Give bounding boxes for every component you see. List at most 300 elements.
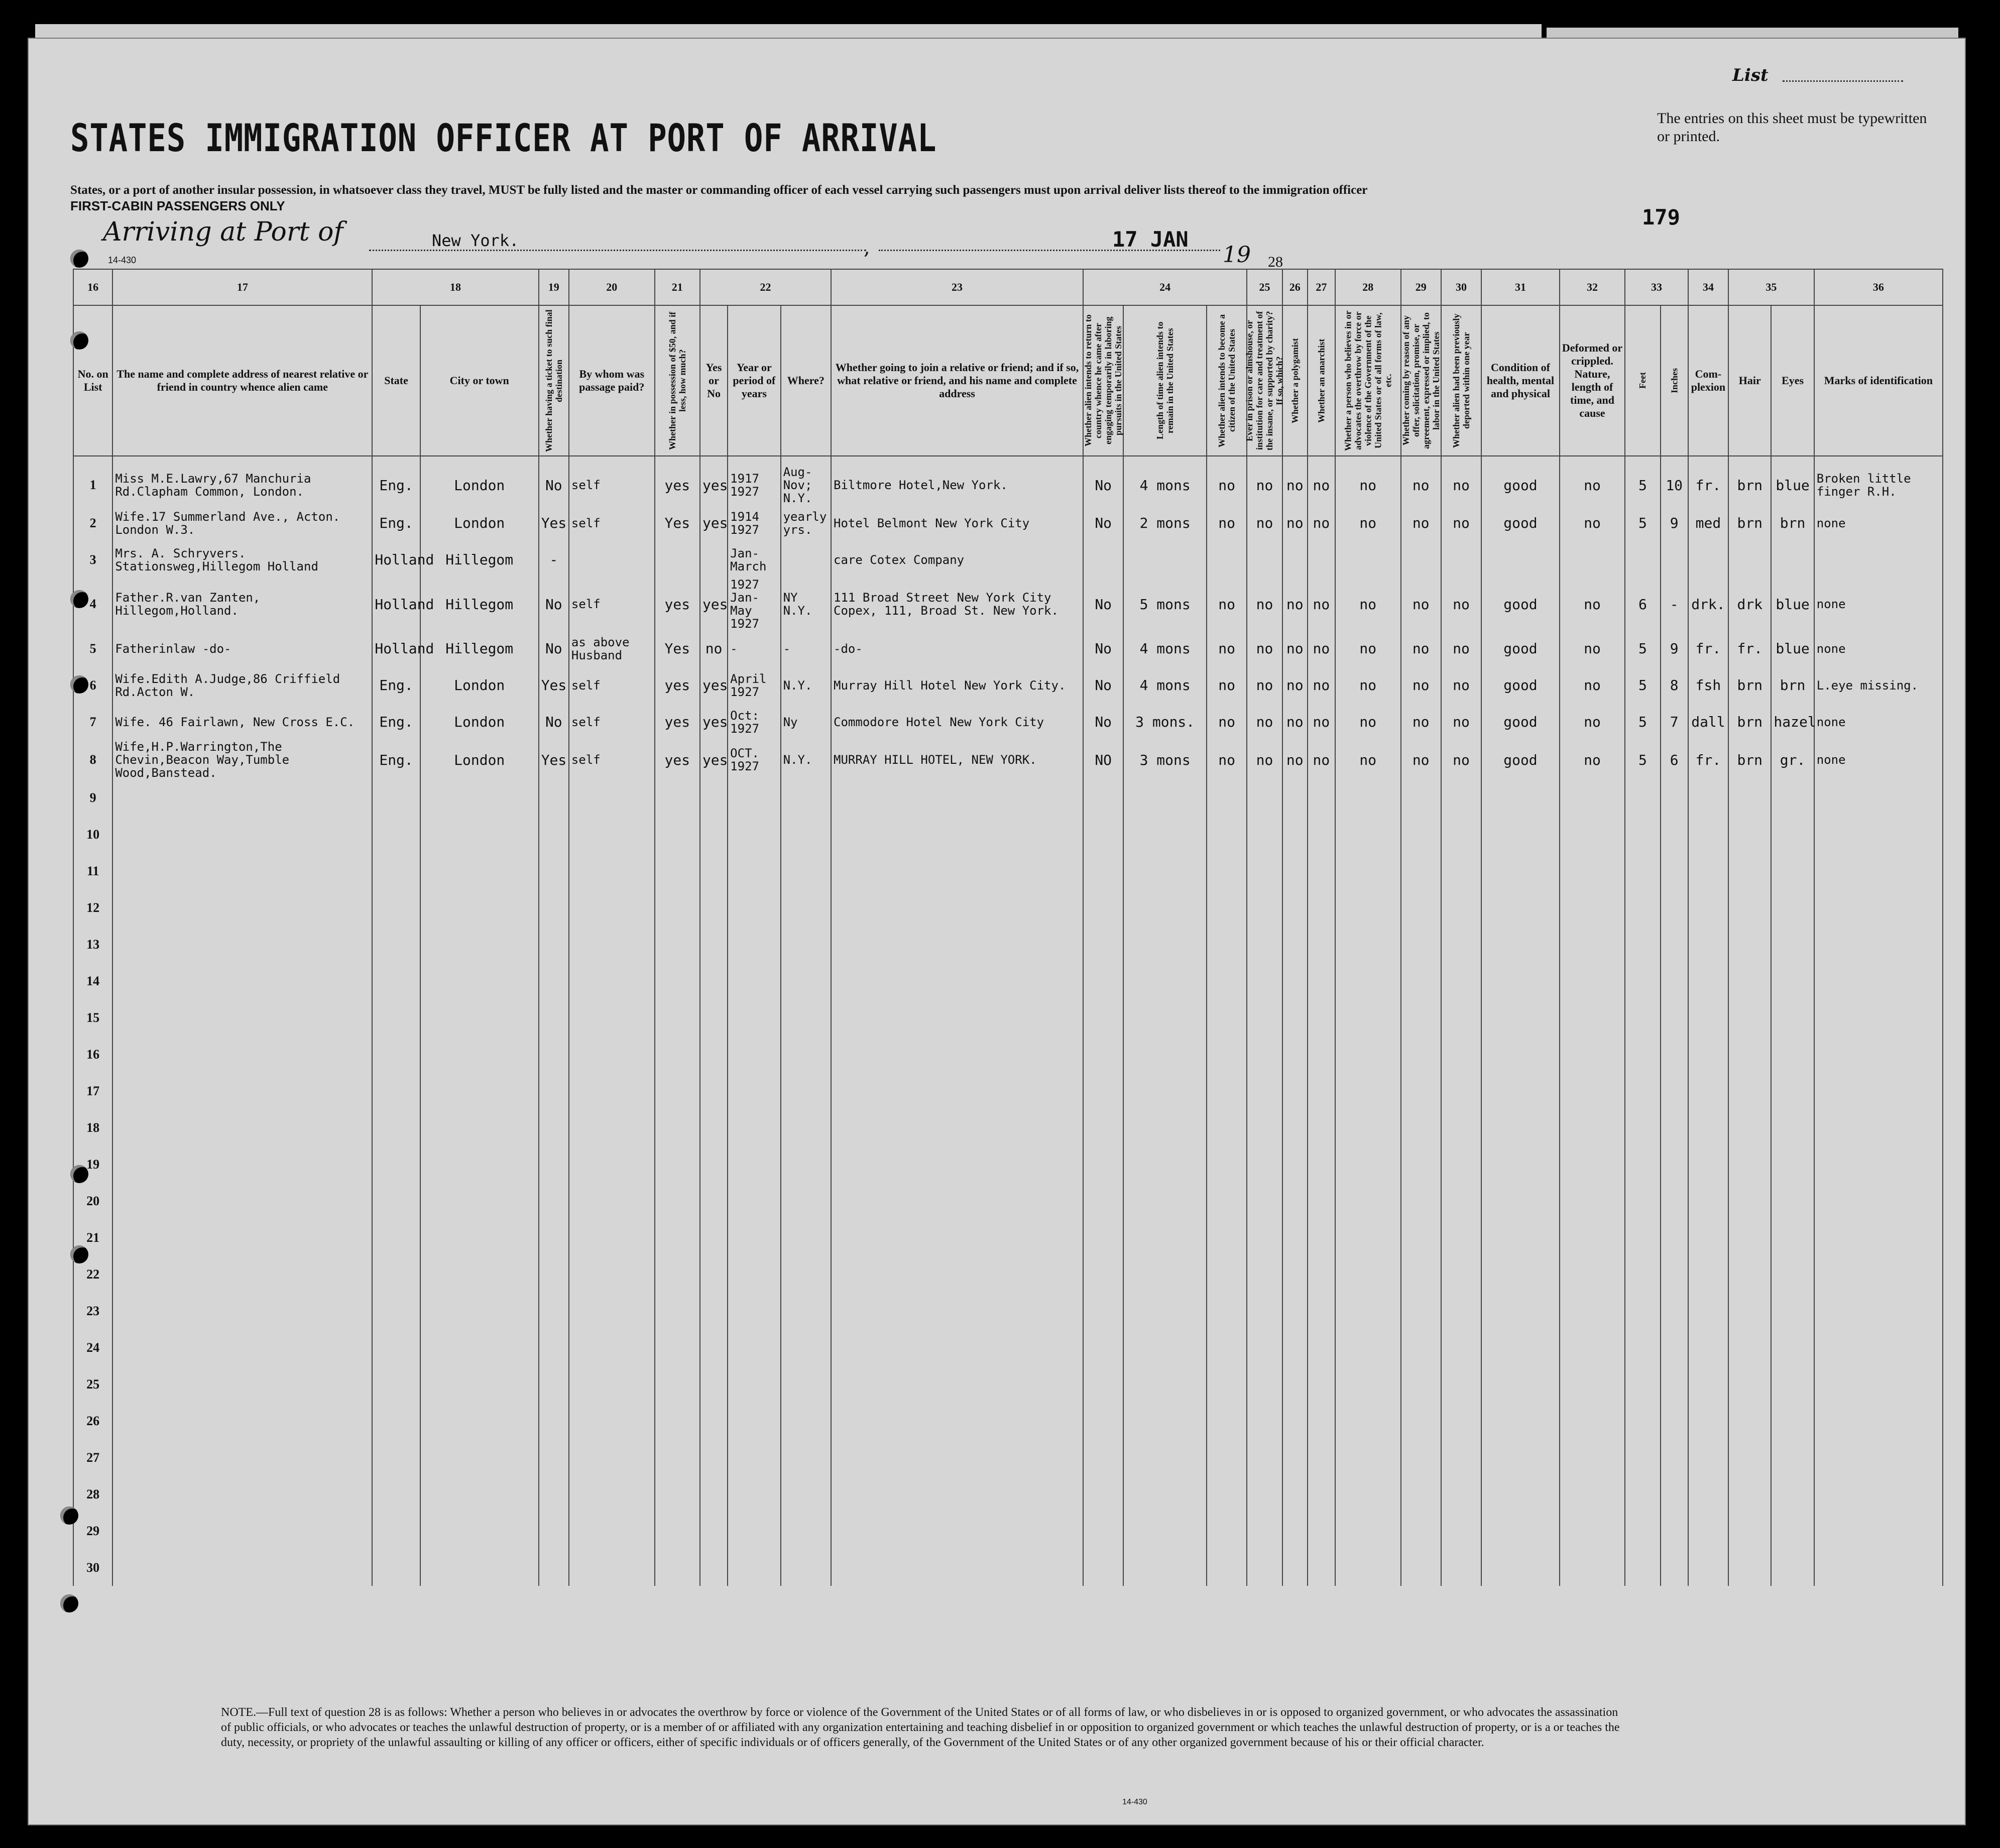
punch-hole <box>70 250 88 268</box>
empty-cell <box>831 1183 1083 1219</box>
empty-cell <box>700 1513 728 1549</box>
empty-cell <box>420 1293 539 1329</box>
empty-cell <box>1335 1183 1401 1219</box>
empty-cell <box>1625 816 1660 853</box>
empty-cell <box>420 1183 539 1219</box>
empty-cell <box>420 1073 539 1109</box>
table-row <box>73 1036 1943 1073</box>
empty-cell <box>1661 1329 1688 1366</box>
empty-cell <box>700 1329 728 1366</box>
empty-cell <box>655 1256 700 1293</box>
header-where: Where? <box>781 305 831 456</box>
empty-cell <box>1247 1109 1282 1146</box>
cell-complexion: fsh <box>1688 667 1728 704</box>
cell-join: Hotel Belmont New York City <box>831 505 1083 541</box>
empty-cell <box>1247 889 1282 926</box>
cell-eyes: blue <box>1771 630 1814 667</box>
cell-deported: no <box>1441 630 1481 667</box>
empty-cell <box>1625 1549 1660 1586</box>
empty-cell <box>1728 1109 1771 1146</box>
empty-cell <box>569 1183 655 1219</box>
empty-cell <box>539 1366 569 1403</box>
empty-cell <box>1661 1073 1688 1109</box>
empty-cell <box>1661 1366 1688 1403</box>
cell-marks: L.eye missing. <box>1814 667 1943 704</box>
empty-cell <box>1207 1403 1247 1439</box>
empty-cell <box>112 853 372 889</box>
empty-cell <box>1481 1476 1560 1513</box>
empty-cell <box>655 853 700 889</box>
col-num: 33 <box>1625 269 1688 305</box>
empty-cell <box>1441 1366 1481 1403</box>
table-row <box>73 667 1943 704</box>
empty-cell <box>1308 1513 1335 1549</box>
table-row <box>73 1073 1943 1109</box>
header-hair: Hair <box>1728 305 1771 456</box>
empty-cell <box>420 1439 539 1476</box>
cell-overthrow: no <box>1335 466 1401 505</box>
table-row <box>73 466 1943 505</box>
table-row <box>73 999 1943 1036</box>
empty-cell <box>1308 1293 1335 1329</box>
intro-text: States, or a port of another insular possession, in whatsoever class they travel, MUST be fully listed and the master or commanding officer of each vessel carrying such passengers must upon arrival deliver lists thereof to the immigration officer <box>70 183 1368 197</box>
empty-cell <box>1661 1549 1688 1586</box>
empty-cell <box>831 1329 1083 1366</box>
empty-cell <box>1282 963 1308 999</box>
empty-cell <box>1771 1219 1814 1256</box>
cell-paid: self <box>569 505 655 541</box>
empty-cell <box>1282 1109 1308 1146</box>
empty-cell <box>1728 1183 1771 1219</box>
cell-paid: self <box>569 704 655 740</box>
cell-contract: no <box>1401 667 1441 704</box>
empty-cell <box>372 889 420 926</box>
empty-cell <box>1401 963 1441 999</box>
cell-ticket: No <box>539 704 569 740</box>
empty-cell <box>1308 816 1335 853</box>
cell-state: Eng. <box>372 704 420 740</box>
empty-cell <box>1661 853 1688 889</box>
empty-cell <box>1083 889 1123 926</box>
empty-cell <box>1247 853 1282 889</box>
empty-cell <box>1335 1109 1401 1146</box>
empty-cell <box>655 1476 700 1513</box>
cell-overthrow: no <box>1335 505 1401 541</box>
empty-cell <box>1661 1109 1688 1146</box>
year-prefix: 19 <box>1223 242 1251 268</box>
header-join-relative: Whether going to join a relative or friend; and if so, what relative or friend, and his name and complete address <box>831 305 1083 456</box>
empty-cell <box>655 1293 700 1329</box>
empty-cell <box>1401 1183 1441 1219</box>
empty-cell <box>1441 816 1481 853</box>
empty-cell <box>655 1549 700 1586</box>
empty-cell <box>1688 926 1728 963</box>
empty-cell <box>539 1439 569 1476</box>
empty-cell <box>1123 1513 1207 1549</box>
cell-hair: brn <box>1728 466 1771 505</box>
empty-cell <box>1560 1513 1625 1549</box>
empty-cell <box>1688 1073 1728 1109</box>
row-number: 26 <box>73 1403 112 1439</box>
empty-cell <box>655 816 700 853</box>
row-number: 18 <box>73 1109 112 1146</box>
cell-where: NY N.Y. <box>781 578 831 630</box>
empty-cell <box>655 1036 700 1073</box>
empty-cell <box>1308 1219 1335 1256</box>
empty-cell <box>1814 1549 1943 1586</box>
row-number: 27 <box>73 1439 112 1476</box>
empty-cell <box>1308 963 1335 999</box>
cell-marks: none <box>1814 578 1943 630</box>
empty-cell <box>112 1256 372 1293</box>
empty-cell <box>700 1476 728 1513</box>
empty-cell <box>1560 1439 1625 1476</box>
empty-cell <box>1401 999 1441 1036</box>
year-suffix: 28 <box>1268 254 1283 270</box>
cell-health: good <box>1481 667 1560 704</box>
cell-years: - <box>728 630 780 667</box>
empty-cell <box>1481 1549 1560 1586</box>
cell-paid: self <box>569 740 655 779</box>
empty-cell <box>1282 1513 1308 1549</box>
empty-cell <box>1688 816 1728 853</box>
empty-cell <box>420 1549 539 1586</box>
cell-marks: none <box>1814 630 1943 667</box>
empty-cell <box>1282 999 1308 1036</box>
empty-cell <box>1207 1073 1247 1109</box>
cell-deported: no <box>1441 740 1481 779</box>
col-num: 29 <box>1401 269 1441 305</box>
empty-cell <box>569 926 655 963</box>
cell-ticket: No <box>539 466 569 505</box>
empty-cell <box>1441 1109 1481 1146</box>
col-num: 34 <box>1688 269 1728 305</box>
cell-state: Eng. <box>372 505 420 541</box>
cell-complexion <box>1688 541 1728 578</box>
empty-cell <box>1771 1183 1814 1219</box>
header-contract: Whether coming by reason of any offer, solicitation, promise, or agreement, expressed or implied, to labor in the United States <box>1401 305 1441 456</box>
cell-overthrow: no <box>1335 667 1401 704</box>
table-row <box>73 1439 1943 1476</box>
empty-cell <box>655 1366 700 1403</box>
empty-cell <box>728 1513 780 1549</box>
cell-deformed: no <box>1560 667 1625 704</box>
empty-cell <box>1560 779 1625 816</box>
empty-cell <box>372 926 420 963</box>
empty-cell <box>1083 999 1123 1036</box>
empty-cell <box>372 1183 420 1219</box>
header-no-on-list: No. on List <box>73 305 112 456</box>
cell-deformed: no <box>1560 578 1625 630</box>
empty-cell <box>1771 1036 1814 1073</box>
empty-cell <box>1814 1403 1943 1439</box>
empty-cell <box>420 1256 539 1293</box>
empty-cell <box>1282 1036 1308 1073</box>
empty-cell <box>539 926 569 963</box>
empty-cell <box>655 1403 700 1439</box>
cell-no: 1 <box>73 466 112 505</box>
table-row <box>73 578 1943 630</box>
empty-cell <box>1247 1293 1282 1329</box>
cell-return: No <box>1083 704 1123 740</box>
empty-cell <box>700 816 728 853</box>
empty-cell <box>728 1549 780 1586</box>
empty-cell <box>539 1329 569 1366</box>
empty-cell <box>700 1183 728 1219</box>
empty-cell <box>781 779 831 816</box>
empty-cell <box>1207 963 1247 999</box>
empty-cell <box>1481 816 1560 853</box>
empty-cell <box>1688 853 1728 889</box>
row-number: 16 <box>73 1036 112 1073</box>
empty-cell <box>831 1439 1083 1476</box>
empty-cell <box>781 963 831 999</box>
empty-cell <box>1207 1329 1247 1366</box>
empty-cell <box>1441 1073 1481 1109</box>
empty-cell <box>1282 853 1308 889</box>
cell-length: 4 mons <box>1123 466 1207 505</box>
page-title: STATES IMMIGRATION OFFICER AT PORT OF ARRIVAL <box>70 116 937 160</box>
cell-health: good <box>1481 466 1560 505</box>
empty-cell <box>1771 1329 1814 1366</box>
empty-cell <box>700 779 728 816</box>
cell-contract: no <box>1401 704 1441 740</box>
empty-cell <box>112 1366 372 1403</box>
cell-where: yearly yrs. <box>781 505 831 541</box>
cell-no: 4 <box>73 578 112 630</box>
empty-cell <box>1282 1183 1308 1219</box>
col-num: 28 <box>1335 269 1401 305</box>
cell-feet: 5 <box>1625 740 1660 779</box>
empty-cell <box>1401 1513 1441 1549</box>
table-row <box>73 853 1943 889</box>
empty-cell <box>1814 1109 1943 1146</box>
cell-length: 4 mons <box>1123 630 1207 667</box>
cell-complexion: fr. <box>1688 630 1728 667</box>
empty-cell <box>1282 1219 1308 1256</box>
cell-health: good <box>1481 630 1560 667</box>
empty-cell <box>1728 889 1771 926</box>
empty-cell <box>728 1476 780 1513</box>
empty-cell <box>1481 1293 1560 1329</box>
empty-cell <box>539 1073 569 1109</box>
cell-return: No <box>1083 630 1123 667</box>
cell-no: 5 <box>73 630 112 667</box>
empty-cell <box>1308 779 1335 816</box>
empty-cell <box>420 853 539 889</box>
empty-cell <box>539 1183 569 1219</box>
empty-cell <box>569 1366 655 1403</box>
punch-hole <box>70 675 88 694</box>
cell-contract: no <box>1401 740 1441 779</box>
header-state: State <box>372 305 420 456</box>
empty-cell <box>1661 1293 1688 1329</box>
empty-cell <box>1728 1513 1771 1549</box>
empty-cell <box>1481 1109 1560 1146</box>
row-number: 22 <box>73 1256 112 1293</box>
empty-cell <box>831 816 1083 853</box>
empty-cell <box>1441 1293 1481 1329</box>
empty-cell <box>539 1219 569 1256</box>
cell-anarchist: no <box>1308 466 1335 505</box>
cell-state: Holland <box>372 578 420 630</box>
empty-cell <box>1083 1513 1123 1549</box>
empty-cell <box>569 816 655 853</box>
empty-cell <box>1728 999 1771 1036</box>
cell-complexion: dall <box>1688 704 1728 740</box>
empty-cell <box>420 1329 539 1366</box>
empty-cell <box>1401 853 1441 889</box>
cell-years: Oct: 1927 <box>728 704 780 740</box>
cell-relative: Wife,H.P.Warrington,The Chevin,Beacon Way,Tumble Wood,Banstead. <box>112 740 372 779</box>
cell-ticket: Yes <box>539 505 569 541</box>
punch-hole <box>70 590 88 608</box>
empty-cell <box>1083 1439 1123 1476</box>
empty-cell <box>1335 926 1401 963</box>
table-row <box>73 505 1943 541</box>
empty-cell <box>1308 1073 1335 1109</box>
empty-cell <box>1401 1549 1441 1586</box>
cell-state: Holland <box>372 630 420 667</box>
empty-cell <box>728 1366 780 1403</box>
empty-cell <box>1123 816 1207 853</box>
empty-cell <box>1123 1183 1207 1219</box>
cell-years: April 1927 <box>728 667 780 704</box>
cell-ticket: - <box>539 541 569 578</box>
empty-cell <box>1083 853 1123 889</box>
empty-cell <box>112 1036 372 1073</box>
arriving-label: Arriving at Port of <box>103 217 343 247</box>
empty-cell <box>372 1109 420 1146</box>
empty-cell <box>700 853 728 889</box>
cell-inches: 10 <box>1661 466 1688 505</box>
cell-inches: 9 <box>1661 505 1688 541</box>
empty-cell <box>728 779 780 816</box>
empty-cell <box>831 926 1083 963</box>
empty-cell <box>1771 1403 1814 1439</box>
row-number: 15 <box>73 999 112 1036</box>
empty-cell <box>539 1403 569 1439</box>
cell-overthrow: no <box>1335 630 1401 667</box>
col-num: 24 <box>1083 269 1247 305</box>
cell-where: - <box>781 630 831 667</box>
empty-cell <box>569 889 655 926</box>
empty-cell <box>1335 889 1401 926</box>
row-number: 14 <box>73 963 112 999</box>
cell-overthrow: no <box>1335 740 1401 779</box>
cell-polygamist: no <box>1282 740 1308 779</box>
cell-return: No <box>1083 466 1123 505</box>
empty-cell <box>1441 926 1481 963</box>
empty-cell <box>1282 1329 1308 1366</box>
cell-ticket: Yes <box>539 740 569 779</box>
cell-join: MURRAY HILL HOTEL, NEW YORK. <box>831 740 1083 779</box>
empty-cell <box>781 1146 831 1183</box>
table-row <box>73 1109 1943 1146</box>
empty-cell <box>655 1073 700 1109</box>
empty-cell <box>700 1073 728 1109</box>
cell-before: yes <box>700 667 728 704</box>
empty-cell <box>1123 1439 1207 1476</box>
cell-before: no <box>700 630 728 667</box>
empty-cell <box>1335 1219 1401 1256</box>
cell-money: Yes <box>655 505 700 541</box>
empty-cell <box>112 1109 372 1146</box>
empty-cell <box>1401 816 1441 853</box>
empty-cell <box>112 1549 372 1586</box>
empty-cell <box>1401 1439 1441 1476</box>
cell-no: 3 <box>73 541 112 578</box>
empty-cell <box>112 963 372 999</box>
empty-cell <box>1207 779 1247 816</box>
empty-cell <box>372 816 420 853</box>
table-row <box>73 1549 1943 1586</box>
empty-cell <box>1688 1293 1728 1329</box>
cell-before: yes <box>700 704 728 740</box>
cell-eyes: blue <box>1771 578 1814 630</box>
empty-cell <box>700 926 728 963</box>
row-number: 25 <box>73 1366 112 1403</box>
empty-cell <box>1481 1256 1560 1293</box>
empty-cell <box>1083 1256 1123 1293</box>
cell-return: No <box>1083 578 1123 630</box>
empty-cell <box>1401 1366 1441 1403</box>
empty-cell <box>372 1439 420 1476</box>
empty-cell <box>1123 926 1207 963</box>
empty-cell <box>569 1439 655 1476</box>
empty-cell <box>1661 1146 1688 1183</box>
empty-cell <box>1814 1439 1943 1476</box>
cell-anarchist: no <box>1308 667 1335 704</box>
empty-cell <box>1688 1549 1728 1586</box>
cell-join: Biltmore Hotel,New York. <box>831 466 1083 505</box>
empty-cell <box>1688 1219 1728 1256</box>
cell-join: 111 Broad Street New York City Copex, 111, Broad St. New York. <box>831 578 1083 630</box>
col-num: 26 <box>1282 269 1308 305</box>
empty-cell <box>569 1146 655 1183</box>
cell-money: yes <box>655 578 700 630</box>
cell-eyes: gr. <box>1771 740 1814 779</box>
empty-cell <box>1481 1366 1560 1403</box>
list-number-line <box>1783 80 1903 82</box>
empty-cell <box>1771 1366 1814 1403</box>
row-number: 13 <box>73 926 112 963</box>
empty-cell <box>112 926 372 963</box>
header-yes-no: Yes or No <box>700 305 728 456</box>
empty-cell <box>831 1036 1083 1073</box>
cell-prison: no <box>1247 630 1282 667</box>
empty-cell <box>1481 963 1560 999</box>
empty-cell <box>1247 999 1282 1036</box>
empty-cell <box>420 926 539 963</box>
empty-cell <box>655 926 700 963</box>
row-number: 11 <box>73 853 112 889</box>
empty-cell <box>1401 1109 1441 1146</box>
cell-feet: 5 <box>1625 667 1660 704</box>
empty-cell <box>1282 1146 1308 1183</box>
empty-cell <box>1308 1036 1335 1073</box>
empty-cell <box>1814 889 1943 926</box>
empty-cell <box>1771 1146 1814 1183</box>
col-num: 36 <box>1814 269 1943 305</box>
empty-cell <box>1771 779 1814 816</box>
cell-deported: no <box>1441 667 1481 704</box>
empty-cell <box>1083 779 1123 816</box>
empty-cell <box>1207 1366 1247 1403</box>
cell-health: good <box>1481 704 1560 740</box>
empty-cell <box>1401 1146 1441 1183</box>
cell-citizen <box>1207 541 1247 578</box>
